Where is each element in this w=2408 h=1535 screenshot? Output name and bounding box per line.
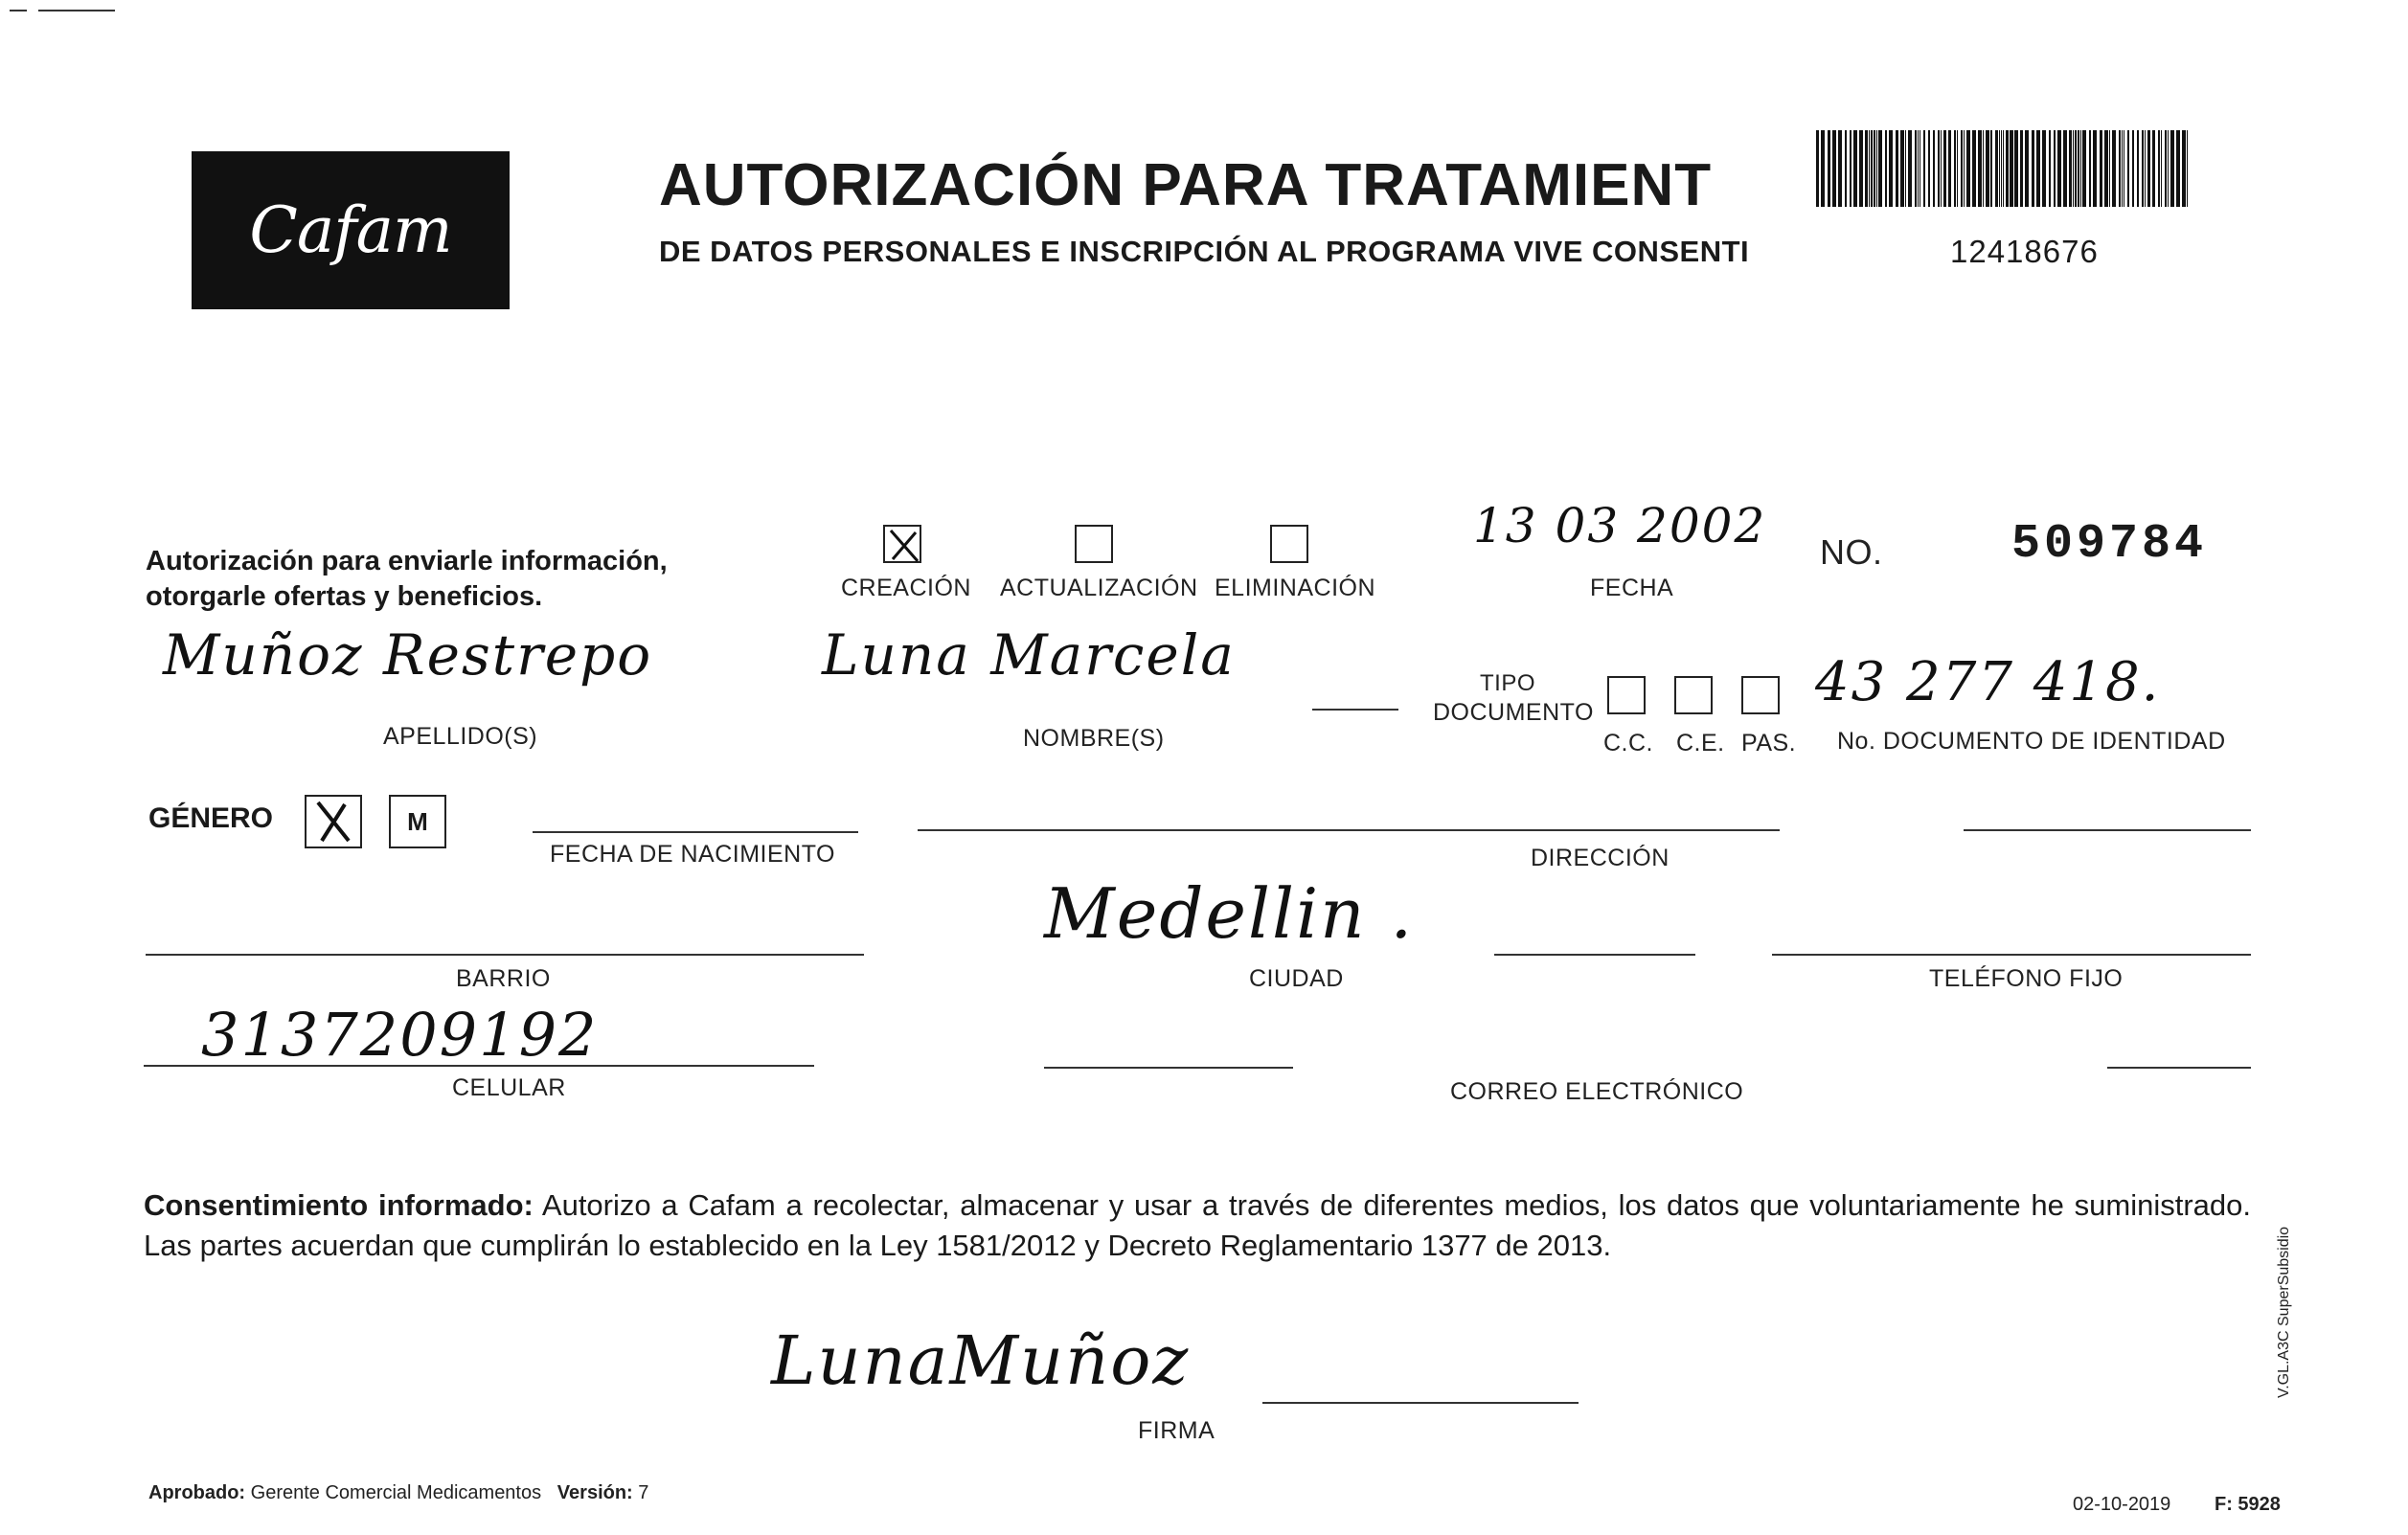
barcode-bar	[2080, 130, 2081, 207]
barcode-bar	[1915, 130, 1917, 207]
barcode-bar	[1943, 130, 1946, 207]
barcode-bar	[1961, 130, 1963, 207]
name-value[interactable]: Luna Marcela	[822, 622, 1236, 688]
barcode-bar	[1938, 130, 1940, 207]
mobile-label: CELULAR	[452, 1074, 566, 1101]
barcode-bar	[1918, 130, 1919, 207]
pas-checkbox[interactable]	[1741, 676, 1780, 714]
barcode-bar	[2132, 130, 2134, 207]
city-line	[1494, 954, 1695, 956]
barcode-bar	[2142, 130, 2144, 207]
barcode-bar	[2119, 130, 2121, 207]
barcode-bar	[2165, 130, 2167, 207]
barcode-bar	[2063, 130, 2067, 207]
barcode-bar	[2112, 130, 2116, 207]
barcode-bar	[1885, 130, 1887, 207]
barcode-bar	[1957, 130, 1958, 207]
barcode-bar	[1983, 130, 1984, 207]
barcode-bar	[2127, 130, 2129, 207]
doc-number-label: No. DOCUMENTO DE IDENTIDAD	[1837, 728, 2226, 755]
barcode-bar	[2152, 130, 2155, 207]
gender-label: GÉNERO	[148, 802, 274, 834]
barcode-bar	[2006, 130, 2009, 207]
corner-mark	[38, 10, 115, 11]
eliminacion-checkbox[interactable]	[1270, 525, 1308, 563]
cc-checkbox[interactable]	[1607, 676, 1646, 714]
barcode-bar	[2010, 130, 2013, 207]
version-label: Versión:	[557, 1482, 633, 1503]
surname-label: APELLIDO(S)	[383, 723, 538, 750]
gender-m-checkbox[interactable]: M	[389, 795, 446, 848]
email-line-end	[2107, 1067, 2251, 1069]
barcode-bar	[1908, 130, 1912, 207]
barcode-bar	[2001, 130, 2002, 207]
barcode-bar	[2003, 130, 2004, 207]
consent-text: Autorizo a Cafam a recolectar, almacenar y usar a través de diferentes medios, los datos que voluntariamente he suministrado. Las partes acuerdan que cumplirán lo establecido en la Ley 1581/2012 y Decreto Reglamentario 1377 de 2013.	[144, 1188, 2251, 1262]
barcode-bar	[2176, 130, 2180, 207]
doc-number-value[interactable]: 43 277 418.	[1815, 651, 2161, 713]
barcode-bar	[2069, 130, 2072, 207]
barcode-bar	[2020, 130, 2023, 207]
city-label: CIUDAD	[1249, 965, 1344, 992]
form-number: 509784	[2011, 517, 2208, 572]
signature-line	[1262, 1402, 1579, 1404]
barcode-bar	[2075, 130, 2077, 207]
name-underline	[1312, 709, 1398, 711]
signature-label: FIRMA	[1138, 1417, 1215, 1444]
date-value[interactable]: 13 03 2002	[1473, 498, 1767, 553]
neighborhood-label: BARRIO	[456, 965, 551, 992]
side-code: V.GL.A3C SuperSubsidio	[2276, 1226, 2292, 1398]
barcode-bar	[1896, 130, 1898, 207]
barcode-bar	[1990, 130, 1992, 207]
surname-value[interactable]: Muñoz Restrepo	[163, 622, 653, 688]
check-x-icon	[885, 527, 923, 565]
signature-value[interactable]: LunaMuñoz	[771, 1321, 1191, 1400]
consent-heading: Consentimiento informado:	[144, 1188, 534, 1222]
actualizacion-checkbox[interactable]	[1075, 525, 1113, 563]
barcode-bar	[1853, 130, 1857, 207]
barcode-bar	[1816, 130, 1819, 207]
barcode-bar	[1878, 130, 1882, 207]
barcode-bar	[1948, 130, 1951, 207]
form-title: AUTORIZACIÓN PARA TRATAMIENT	[659, 152, 1713, 218]
barcode-bar	[1972, 130, 1976, 207]
name-label: NOMBRE(S)	[1023, 725, 1165, 752]
barcode-bar	[2014, 130, 2018, 207]
barcode-bar	[1986, 130, 1989, 207]
actualizacion-label: ACTUALIZACIÓN	[1000, 575, 1198, 601]
barcode-bar	[2170, 130, 2174, 207]
barcode-bar	[1828, 130, 1830, 207]
barcode-bar	[2042, 130, 2046, 207]
barcode-bar	[1874, 130, 1875, 207]
barcode-bar	[2147, 130, 2150, 207]
barcode-bar	[2161, 130, 2162, 207]
address-line-end	[1964, 829, 2251, 831]
barcode-bar	[1871, 130, 1873, 207]
barcode-bar	[1999, 130, 2000, 207]
barcode-bar	[1941, 130, 1942, 207]
approved-value: Gerente Comercial Medicamentos	[250, 1482, 542, 1503]
barcode-bar	[2093, 130, 2097, 207]
barcode-bar	[2145, 130, 2146, 207]
barcode-bar	[1905, 130, 1906, 207]
barcode-bar	[2182, 130, 2186, 207]
barcode-bar	[2109, 130, 2110, 207]
barcode-bar	[1889, 130, 1893, 207]
barcode-bar	[1964, 130, 1965, 207]
barcode-bar	[2057, 130, 2061, 207]
barcode-bar	[2078, 130, 2079, 207]
neighborhood-line	[146, 954, 864, 956]
no-label: NO.	[1820, 532, 1883, 572]
barcode-bar	[2054, 130, 2056, 207]
doc-type-label: TIPO	[1480, 670, 1536, 696]
barcode-bar	[1845, 130, 1847, 207]
barcode-bar	[2082, 130, 2086, 207]
intro-text: Autorización para enviarle información, otorgarle ofertas y beneficios.	[146, 546, 668, 612]
barcode-bar	[1850, 130, 1851, 207]
cafam-logo: Cafam	[192, 151, 510, 309]
barcode-bar	[2100, 130, 2102, 207]
date-label: FECHA	[1590, 575, 1674, 601]
barcode-bar	[2036, 130, 2040, 207]
barcode	[1814, 130, 2195, 207]
mobile-value[interactable]: 3137209192	[201, 1000, 599, 1070]
barcode-bar	[1966, 130, 1970, 207]
barcode-bar	[2158, 130, 2160, 207]
barcode-bar	[2089, 130, 2091, 207]
ce-checkbox[interactable]	[1674, 676, 1713, 714]
barcode-bar	[2137, 130, 2139, 207]
barcode-bar	[1933, 130, 1935, 207]
doc-type-label-2: DOCUMENTO	[1433, 699, 1594, 726]
consent-paragraph	[144, 1185, 2251, 1266]
barcode-number: 12418676	[1950, 234, 2099, 269]
barcode-bar	[1978, 130, 1982, 207]
barcode-bar	[1900, 130, 1904, 207]
gender-f-checkbox[interactable]	[305, 795, 362, 848]
approved-label: Aprobado:	[148, 1482, 246, 1503]
barcode-bar	[1821, 130, 1825, 207]
creacion-checkbox[interactable]	[883, 525, 921, 563]
barcode-bar	[2073, 130, 2074, 207]
version-value: 7	[638, 1482, 649, 1503]
barcode-bar	[1869, 130, 1870, 207]
mobile-line	[144, 1065, 814, 1067]
barcode-bar	[2025, 130, 2029, 207]
email-label: CORREO ELECTRÓNICO	[1450, 1078, 1744, 1105]
barcode-bar	[1865, 130, 1868, 207]
barcode-bar	[2104, 130, 2108, 207]
barcode-bar	[2049, 130, 2051, 207]
city-value[interactable]: Medellin .	[1044, 873, 1415, 954]
creacion-label: CREACIÓN	[841, 575, 971, 601]
barcode-bar	[1928, 130, 1930, 207]
approval-info	[148, 1482, 648, 1504]
form-subtitle: DE DATOS PERSONALES E INSCRIPCIÓN AL PROGRAMA VIVE CONSENTI	[659, 235, 1750, 268]
barcode-bar	[1859, 130, 1863, 207]
landline-label: TELÉFONO FIJO	[1929, 965, 2124, 992]
date-code: 02-10-2019	[2073, 1494, 2171, 1515]
birth-date-label: FECHA DE NACIMIENTO	[550, 841, 835, 868]
eliminacion-label: ELIMINACIÓN	[1215, 575, 1376, 601]
landline-line	[1772, 954, 2251, 956]
barcode-bar	[1838, 130, 1842, 207]
form-code: F: 5928	[2215, 1494, 2281, 1515]
barcode-bar	[2168, 130, 2169, 207]
barcode-bar	[1995, 130, 1998, 207]
cc-label: C.C.	[1603, 730, 1653, 756]
barcode-bar	[1832, 130, 1836, 207]
barcode-bar	[1954, 130, 1956, 207]
check-x-icon	[307, 797, 360, 847]
birth-date-line	[533, 831, 858, 833]
address-line	[918, 829, 1780, 831]
email-line	[1044, 1067, 1293, 1069]
barcode-bar	[1876, 130, 1877, 207]
pas-label: PAS.	[1741, 730, 1797, 756]
barcode-bar	[1923, 130, 1925, 207]
ce-label: C.E.	[1676, 730, 1725, 756]
barcode-bar	[2187, 130, 2188, 207]
corner-mark	[10, 10, 27, 11]
barcode-bar	[2032, 130, 2034, 207]
barcode-bar	[2122, 130, 2123, 207]
address-label: DIRECCIÓN	[1531, 845, 1670, 871]
